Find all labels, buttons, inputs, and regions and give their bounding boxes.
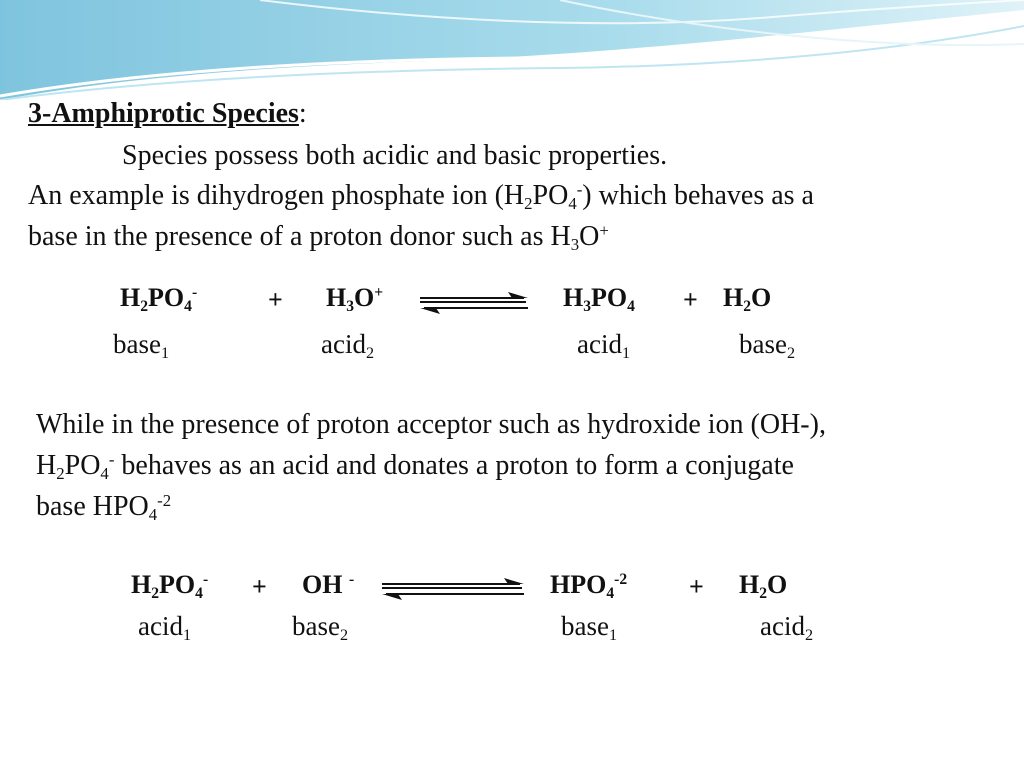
para2-line-1: While in the presence of proton acceptor such as hydroxide ion (OH-), <box>36 409 826 440</box>
r2-product-h2o: $H_2O$ <box>739 570 788 602</box>
heading-colon: : <box>298 98 307 129</box>
equilibrium-arrow-1 <box>416 290 532 316</box>
r1-reactant-h3o: $H_3O^+$ <box>326 283 384 315</box>
para2-line-3: base $HPO_4^{-2}$ <box>36 490 172 525</box>
r2-plus-2: + <box>689 572 704 601</box>
r2-plus-1: + <box>252 572 267 601</box>
intro-line-1: Species possess both acidic and basic properties. <box>122 140 668 171</box>
intro-line-2: An example is dihydrogen phosphate ion $(H_2PO_4^-)$ which behaves as a <box>28 179 814 214</box>
equilibrium-arrow-2 <box>378 576 528 602</box>
r1-label-2: acid$_2$ <box>321 329 375 363</box>
r2-label-1: acid$_1$ <box>138 611 192 645</box>
r1-label-3: acid$_1$ <box>577 329 631 363</box>
r1-label-4: base$_2$ <box>739 329 796 363</box>
r2-label-4: acid$_2$ <box>760 611 814 645</box>
r1-product-h3po4: $H_3PO_4$ <box>563 283 635 315</box>
r1-label-1: base$_1$ <box>113 329 170 363</box>
r1-plus-1: + <box>268 285 283 314</box>
header-wave-decoration <box>0 0 1024 100</box>
r2-label-2: base$_2$ <box>292 611 349 645</box>
r1-plus-2: + <box>683 285 698 314</box>
heading <box>28 100 307 128</box>
r2-product-hpo4: $HPO_4^{-2}$ <box>550 570 628 602</box>
r2-reactant-oh: OH - <box>302 570 355 599</box>
r2-label-3: base$_1$ <box>561 611 618 645</box>
r2-reactant-h2po4: $H_2PO_4^-$ <box>131 570 209 602</box>
para2-line-2: $H_2PO_4^-$ behaves as an acid and donates a proton to form a conjugate <box>36 449 794 484</box>
heading-title: 3-Amphiprotic Species <box>28 98 299 129</box>
intro-line-3: base in the presence of a proton donor such as $H_3O^+$ <box>28 220 609 255</box>
r1-reactant-h2po4: $H_2PO_4^-$ <box>120 283 198 315</box>
r1-product-h2o: $H_2O$ <box>723 283 772 315</box>
